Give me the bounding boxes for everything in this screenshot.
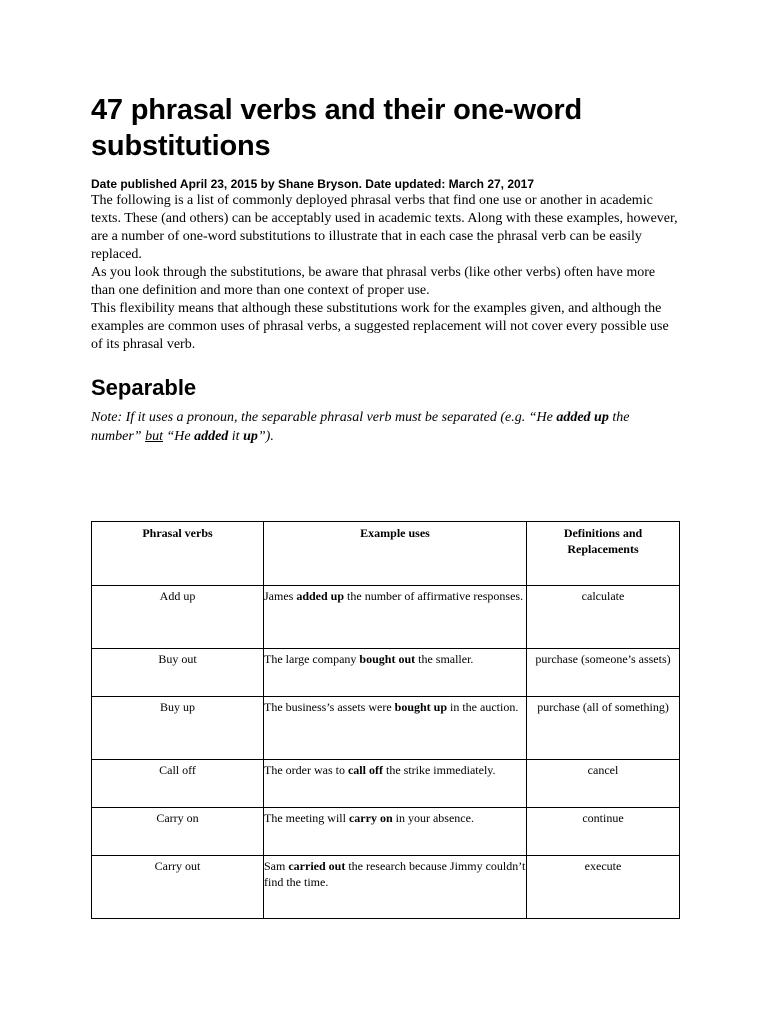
example-cell: The meeting will carry on in your absence. (264, 808, 527, 856)
separable-note (91, 408, 681, 446)
replacement-cell: purchase (all of something) (527, 697, 680, 760)
verb-cell: Buy up (92, 697, 264, 760)
caution-paragraph: As you look through the substitutions, be aware that phrasal verbs (like other verbs) often have more than one definition and more than one context of proper use. (91, 265, 656, 298)
note-text: ”). (257, 429, 274, 444)
note-underline-but: but (145, 429, 163, 444)
header-phrasal-verbs: Phrasal verbs (92, 522, 264, 586)
publication-meta: Date published April 23, 2015 by Shane Bryson. Date updated: March 27, 2017 (91, 177, 535, 191)
replacement-cell: calculate (527, 586, 680, 649)
replacement-cell: continue (527, 808, 680, 856)
header-example-uses: Example uses (264, 522, 527, 586)
verb-cell: Carry on (92, 808, 264, 856)
intro-paragraph: The following is a list of commonly deployed phrasal verbs that find one use or another in academic texts. These (and others) can be acceptably used in academic texts. Along with these examples, however, are a number of one-word substitutions to illustrate that in each case the phrasal verb can be easily replaced. (91, 193, 678, 262)
phrasal-verbs-table (91, 521, 680, 919)
verb-cell: Add up (92, 586, 264, 649)
example-cell: Sam carried out the research because Jimmy couldn’t find the time. (264, 856, 527, 919)
table-row (92, 760, 680, 808)
table-row (92, 808, 680, 856)
example-cell: The order was to call off the strike immediately. (264, 760, 527, 808)
table-row (92, 697, 680, 760)
note-text: Note: If it uses a pronoun, the separable phrasal verb must be separated (e.g. “He (91, 410, 557, 425)
replacement-cell: cancel (527, 760, 680, 808)
header-definitions: Definitions and Replacements (527, 522, 680, 586)
note-text: “He (162, 429, 195, 444)
example-cell: The business’s assets were bought up in the auction. (264, 697, 527, 760)
table-row (92, 856, 680, 919)
table-header-row (92, 522, 680, 586)
example-cell: The large company bought out the smaller. (264, 649, 527, 697)
verb-cell: Call off (92, 760, 264, 808)
verb-cell: Buy out (92, 649, 264, 697)
note-bold-added: added (194, 429, 229, 444)
flexibility-paragraph: This flexibility means that although these substitutions work for the examples given, and although the examples are common uses of phrasal verbs, a suggested replacement will not cover every possible use of its phrasal verb. (91, 301, 669, 352)
example-cell: James added up the number of affirmative responses. (264, 586, 527, 649)
replacement-cell: execute (527, 856, 680, 919)
note-bold-up: up (243, 429, 258, 444)
table-row (92, 586, 680, 649)
replacement-cell: purchase (someone’s assets) (527, 649, 680, 697)
table-row (92, 649, 680, 697)
note-text: the number” (91, 410, 630, 444)
note-text: it (228, 429, 244, 444)
note-bold-added-up: added up (556, 410, 609, 425)
section-heading: Separable (91, 375, 197, 400)
document-page (91, 92, 681, 446)
page-title: 47 phrasal verbs and their one-word substitutions (91, 94, 582, 162)
verb-cell: Carry out (92, 856, 264, 919)
